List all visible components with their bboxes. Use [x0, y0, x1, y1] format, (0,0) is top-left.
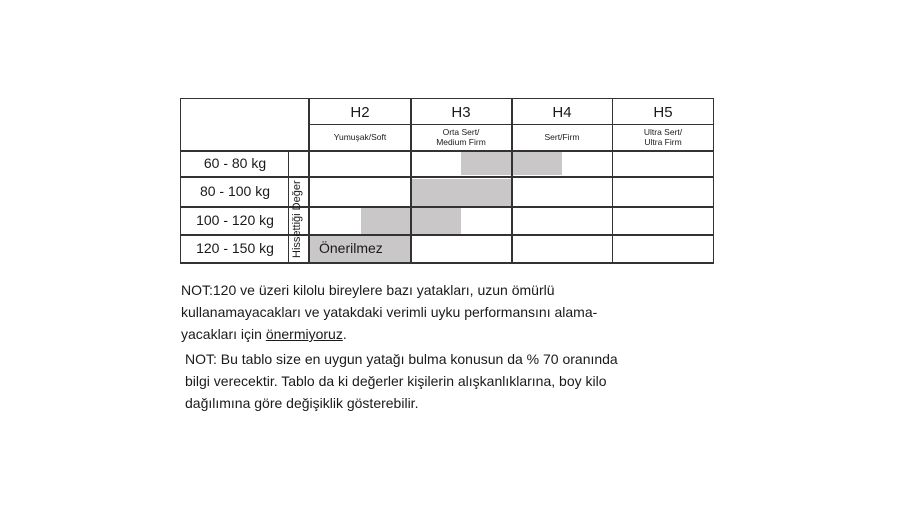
shade-row3-h2 [361, 208, 410, 234]
note1-line3-start: yacakları için [181, 326, 266, 342]
shade-row2-h3 [412, 179, 511, 206]
table-border-top [180, 98, 714, 99]
table-row1-bottom [180, 176, 714, 178]
header-h4: H4 [552, 104, 572, 121]
row-label-120-150: 120 - 150 kg [196, 240, 274, 256]
header-h4-sub: Sert/Firm [544, 132, 580, 142]
header-h3: H3 [451, 104, 471, 121]
not-recommended-label: Önerilmez [319, 240, 383, 256]
row-label-100-120: 100 - 120 kg [196, 212, 274, 228]
table-col-divider-h3-h4 [511, 98, 513, 264]
note1-underlined-word: önermiyoruz [265, 326, 343, 342]
header-h5-sub2: Ultra Firm [644, 137, 682, 147]
header-h5-sub1: Ultra Sert/ [643, 127, 683, 137]
note1-line3-end: . [342, 326, 347, 342]
shade-row1-h4 [513, 152, 562, 175]
note1-line1: NOT:120 ve üzeri kilolu bireylere bazı yatakları, uzun ömürlü [181, 282, 555, 298]
table-header-bottom [180, 150, 714, 152]
note1-line2: kullanamayacakları ve yatakdaki verimli uyku performansını alama- [181, 304, 598, 320]
shade-row1-h3 [461, 152, 511, 175]
header-h5: H5 [653, 104, 673, 121]
row-label-60-80: 60 - 80 kg [203, 155, 267, 171]
shade-row3-h3 [412, 208, 461, 234]
note2-line3: dağılımına göre değişiklik gösterebilir. [185, 395, 419, 411]
table-col-divider-h2-h3 [410, 98, 412, 264]
row-label-80-100: 80 - 100 kg [199, 183, 271, 199]
table-row2-bottom [180, 206, 714, 208]
header-h3-sub2: Medium Firm [436, 137, 486, 147]
vertical-label: Hissettiği Değer [291, 180, 303, 258]
header-h3-sub1: Orta Sert/ [442, 127, 480, 137]
header-h2: H2 [350, 104, 370, 121]
note2-line1: NOT: Bu tablo size en uygun yatağı bulma konusun da % 70 oranında [185, 351, 618, 367]
table-row3-bottom [180, 234, 714, 236]
header-h2-sub: Yumuşak/Soft [333, 132, 387, 142]
table-border-right [713, 98, 714, 264]
table-border-bottom [180, 262, 714, 264]
table-vertical-label-divider [308, 98, 310, 264]
table-col-divider-h4-h5 [612, 98, 613, 264]
note2-line2: bilgi verecektir. Tablo da ki değerler kişilerin alışkanlıklarına, boy kilo [185, 373, 607, 389]
note1-line3 [181, 324, 347, 344]
